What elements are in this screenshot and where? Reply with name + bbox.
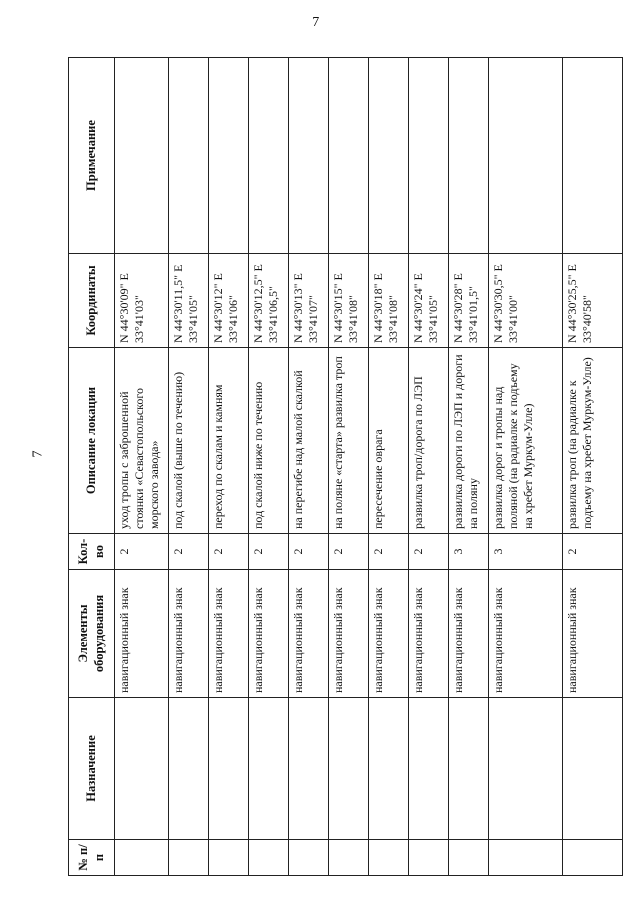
table-cell [115, 840, 169, 876]
table-cell [489, 58, 563, 254]
table-cell: 2 [563, 534, 623, 570]
table-cell: N 44°30'18" E 33°41'08" [369, 254, 409, 348]
table-cell [115, 58, 169, 254]
table-cell [289, 840, 329, 876]
table-cell [449, 840, 489, 876]
table-cell: навигационный знак [369, 570, 409, 698]
table-cell [563, 698, 623, 840]
table-cell [449, 58, 489, 254]
table-cell: под скалой (выше по течению) [169, 348, 209, 534]
table-cell: навигационный знак [115, 570, 169, 698]
table-cell [409, 698, 449, 840]
table-cell: 2 [409, 534, 449, 570]
table-cell: навигационный знак [249, 570, 289, 698]
header-cell: № п/п [69, 840, 115, 876]
table-cell: на перегибе над малой скалкой [289, 348, 329, 534]
table-cell [169, 840, 209, 876]
table-cell: уход тропы с заброшенной стоянки «Севастопольского морского завода» [115, 348, 169, 534]
table-cell [249, 840, 289, 876]
table-cell [169, 58, 209, 254]
table-cell: развилка троп (на радиалке к подъему на хребет Муркум-Улле) [563, 348, 623, 534]
table-cell [489, 698, 563, 840]
table-cell: 2 [115, 534, 169, 570]
table-cell: 2 [369, 534, 409, 570]
equipment-table [68, 57, 623, 876]
table-row [329, 58, 369, 876]
table-cell: 2 [209, 534, 249, 570]
table-cell: 2 [329, 534, 369, 570]
table-cell: N 44°30'12,5" E 33°41'06,5" [249, 254, 289, 348]
table-cell: развилка дороги по ЛЭП и дороги на поляну [449, 348, 489, 534]
table-cell [563, 58, 623, 254]
table-cell [369, 58, 409, 254]
table-cell: навигационный знак [169, 570, 209, 698]
table-cell [563, 840, 623, 876]
table-cell [329, 698, 369, 840]
table-cell: 3 [489, 534, 563, 570]
header-cell: Элементы оборудования [69, 570, 115, 698]
table-cell: развилка дорог и тропы над поляной (на радиалке к подъему на хребет Муркум-Улле) [489, 348, 563, 534]
header-cell: Описание локации [69, 348, 115, 534]
table-cell [289, 698, 329, 840]
table-cell [369, 698, 409, 840]
table-cell [249, 58, 289, 254]
table-row [409, 58, 449, 876]
table-cell: N 44°30'09" E 33°41'03" [115, 254, 169, 348]
header-cell: Назначение [69, 698, 115, 840]
table-cell: N 44°30'25,5" E 33°40'58" [563, 254, 623, 348]
table-cell: 2 [169, 534, 209, 570]
table-header-row [69, 58, 115, 876]
table-cell [115, 698, 169, 840]
header-cell: Координаты [69, 254, 115, 348]
table-cell [169, 698, 209, 840]
table-cell: N 44°30'12" E 33°41'06" [209, 254, 249, 348]
table-row [115, 58, 169, 876]
table-cell: навигационный знак [449, 570, 489, 698]
table-row [489, 58, 563, 876]
table-cell [209, 58, 249, 254]
table-cell [409, 58, 449, 254]
table-row [449, 58, 489, 876]
page-number: 7 [312, 15, 320, 30]
table-row [289, 58, 329, 876]
table-cell: на поляне «старта» развилка троп [329, 348, 369, 534]
table-cell [409, 840, 449, 876]
table-cell: N 44°30'24" E 33°41'05" [409, 254, 449, 348]
table-cell: навигационный знак [329, 570, 369, 698]
table-cell: N 44°30'28" E 33°41'01,5" [449, 254, 489, 348]
table-row [209, 58, 249, 876]
table-cell: навигационный знак [409, 570, 449, 698]
table-cell: навигационный знак [289, 570, 329, 698]
table-cell: переход по скалам и камням [209, 348, 249, 534]
header-cell: Примечание [69, 58, 115, 254]
table-cell: N 44°30'11,5" E 33°41'05" [169, 254, 209, 348]
table-cell [489, 840, 563, 876]
table-cell [209, 840, 249, 876]
table-cell [249, 698, 289, 840]
table-cell [289, 58, 329, 254]
table-body [115, 58, 623, 876]
table-cell: навигационный знак [489, 570, 563, 698]
header-cell: Кол-во [69, 534, 115, 570]
table-row [369, 58, 409, 876]
table-cell: N 44°30'13" E 33°41'07" [289, 254, 329, 348]
table-cell: навигационный знак [563, 570, 623, 698]
table-row [169, 58, 209, 876]
table-row [249, 58, 289, 876]
page-number-rotated: 7 [30, 450, 46, 458]
rotated-table-container [68, 58, 594, 876]
table-cell: 2 [249, 534, 289, 570]
table-cell: 2 [289, 534, 329, 570]
table-row [563, 58, 623, 876]
table-cell: 3 [449, 534, 489, 570]
table-cell [209, 698, 249, 840]
table-cell [449, 698, 489, 840]
table-cell [329, 58, 369, 254]
table-cell: навигационный знак [209, 570, 249, 698]
table-cell: N 44°30'15" E 33°41'08" [329, 254, 369, 348]
table-cell: развилка троп/дорога по ЛЭП [409, 348, 449, 534]
table-cell [329, 840, 369, 876]
table-cell: под скалой ниже по течению [249, 348, 289, 534]
table-cell: N 44°30'30,5" E 33°41'00" [489, 254, 563, 348]
table-cell [369, 840, 409, 876]
table-cell: пересечение оврага [369, 348, 409, 534]
